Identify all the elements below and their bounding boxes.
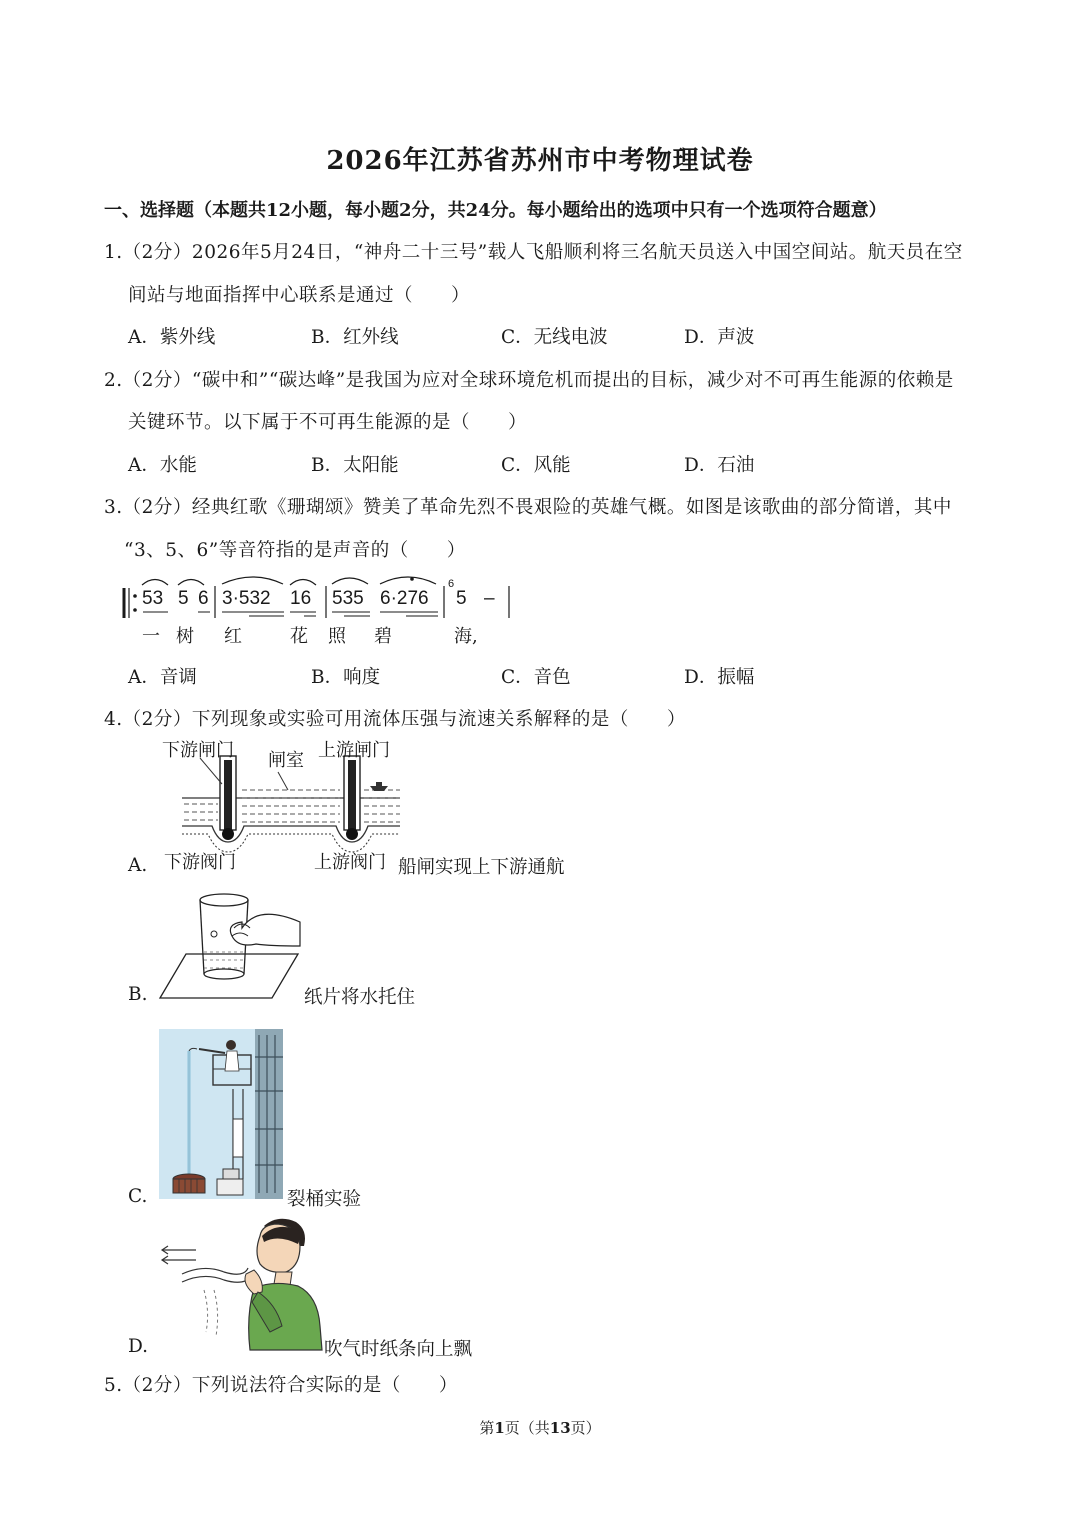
q1-option-b[interactable]: B．红外线 (311, 327, 399, 348)
lyric-3: 红 (224, 626, 242, 647)
barrel-experiment-drawing (159, 1029, 283, 1199)
q5-stem: 5.（2分）下列说法符合实际的是（ ） (104, 1375, 458, 1396)
note-group-7: 6·276 (380, 588, 429, 609)
q2-stem-line2: 关键环节。以下属于不可再生能源的是（ ） (128, 412, 528, 433)
q3-option-b[interactable]: B．响度 (311, 667, 381, 688)
section-heading: 一、选择题（本题共12小题，每小题2分，共24分。每小题给出的选项中只有一个选项符合题意） (104, 200, 887, 221)
ship-lock-figure (160, 734, 410, 874)
footer-total-pages: 13 (549, 1419, 571, 1437)
page-footer (0, 1417, 1080, 1438)
q3-stem-line2: “3、5、6”等音符指的是声音的（ ） (124, 540, 466, 561)
label-downstream-valve: 下游阀门 (164, 852, 236, 873)
q3-option-c[interactable]: C．音色 (501, 667, 571, 688)
label-upstream-valve: 上游阀门 (314, 852, 386, 873)
label-downstream-gate: 下游闸门 (162, 740, 234, 761)
label-upstream-gate: 上游闸门 (318, 740, 390, 761)
grace-note: 6 (448, 578, 455, 590)
q4-option-c-letter[interactable]: C. (128, 1186, 148, 1207)
q2-option-a[interactable]: A．水能 (128, 455, 197, 476)
q3-option-d[interactable]: D．振幅 (684, 667, 755, 688)
blowing-paper-figure (158, 1216, 324, 1352)
q1-stem-line1: 1.（2分）2026年5月24日，“神舟二十三号”载人飞船顺利将三名航天员送入中国空间站。航天员在空 (104, 242, 963, 263)
barrel-experiment-figure (159, 1029, 283, 1199)
q4-option-a-caption: 船闸实现上下游通航 (398, 857, 565, 878)
q3-stem-line1: 3.（2分）经典红歌《珊瑚颂》赞美了革命先烈不畏艰险的英雄气概。如图是该歌曲的部分简谱，其中 (104, 497, 952, 518)
lyric-2: 树 (176, 626, 194, 647)
q2-option-b[interactable]: B．太阳能 (311, 455, 399, 476)
q1-option-c[interactable]: C．无线电波 (501, 327, 608, 348)
lyric-5: 照 (328, 626, 346, 647)
q4-option-d-caption: 吹气时纸条向上飘 (324, 1339, 473, 1360)
q4-option-b-letter[interactable]: B. (128, 984, 148, 1005)
blowing-paper-drawing (158, 1216, 324, 1352)
note-group-3: 6 (198, 588, 209, 609)
footer-suffix: 页） (570, 1419, 601, 1437)
note-group-8: 5 (456, 588, 467, 609)
q4-option-c-caption: 裂桶实验 (287, 1189, 362, 1210)
lyric-1: 一 (142, 626, 160, 647)
q2-stem-line1: 2.（2分）“碳中和”“碳达峰”是我国为应对全球环境危机而提出的目标，减少对不可再生能源的依赖是 (104, 370, 954, 391)
note-group-2: 5 (178, 588, 189, 609)
q1-option-d[interactable]: D．声波 (684, 327, 755, 348)
q2-option-c[interactable]: C．风能 (501, 455, 571, 476)
q3-option-a[interactable]: A．音调 (128, 667, 197, 688)
q4-option-b-caption: 纸片将水托住 (304, 987, 416, 1008)
note-group-1: 53 (142, 588, 164, 609)
page-title: 2026年江苏省苏州市中考物理试卷 (326, 146, 754, 176)
note-group-5: 16 (290, 588, 312, 609)
note-group-6: 535 (332, 588, 364, 609)
footer-page-number: 1 (494, 1419, 505, 1437)
note-dash: – (484, 588, 495, 609)
q1-option-a[interactable]: A．紫外线 (128, 327, 216, 348)
lyric-4: 花 (290, 626, 308, 647)
q1-stem-line2: 间站与地面指挥中心联系是通过（ ） (128, 285, 471, 306)
footer-prefix: 第 (479, 1419, 495, 1437)
q4-stem: 4.（2分）下列现象或实验可用流体压强与流速关系解释的是（ ） (104, 709, 686, 730)
lyric-6: 碧 (374, 626, 392, 647)
label-lock-chamber: 闸室 (268, 750, 304, 771)
note-group-4: 3·532 (222, 588, 271, 609)
lyric-7: 海, (454, 626, 478, 647)
paper-glass-drawing (158, 888, 304, 1004)
q4-option-d-letter[interactable]: D. (128, 1336, 149, 1357)
paper-glass-figure (158, 888, 304, 1004)
q4-option-a-letter[interactable]: A. (128, 855, 148, 876)
footer-middle: 页（共 (504, 1419, 550, 1437)
music-score (118, 572, 528, 650)
q2-option-d[interactable]: D．石油 (684, 455, 755, 476)
